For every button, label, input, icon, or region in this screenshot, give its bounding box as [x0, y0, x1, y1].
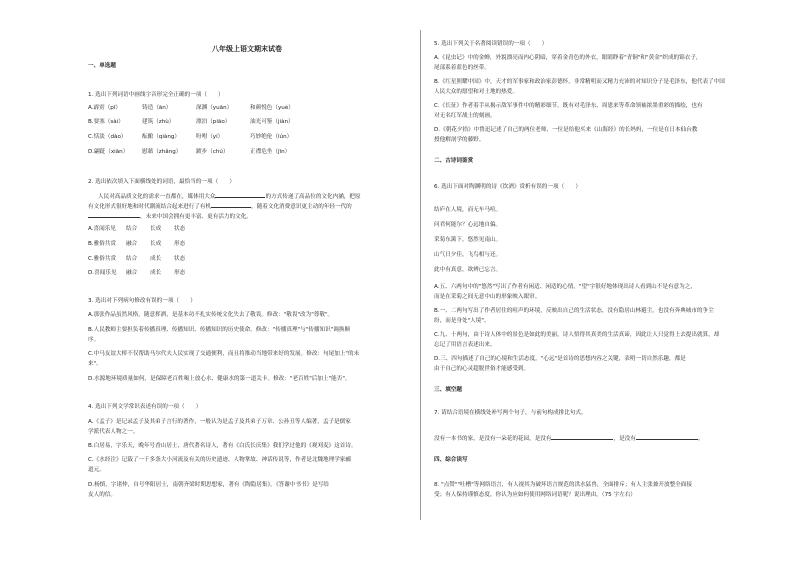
- option-cell: A.霹雳（pī）: [88, 105, 121, 111]
- question-3-option-b: B.人民教师主要担负着传播真理、传播知识、传播知识的历史使命。修改："传播真理"与"传播知识"调换顺: [88, 327, 351, 333]
- option-cell: 巧妙绝伦（lún）: [250, 134, 293, 140]
- answer-blank-2[interactable]: [636, 433, 698, 440]
- answer-blank[interactable]: [88, 211, 140, 218]
- question-4-option-d-cont: 友人的信。: [88, 492, 116, 498]
- question-1-option-a: [88, 104, 304, 113]
- question-7-sentence: [434, 433, 703, 444]
- option-cell: 融合: [126, 270, 138, 276]
- question-8-line-2: 受；有人保持谨慎态度，你认为应如何使用网络词语呢？说出理由。（75 字左右）: [434, 492, 636, 498]
- question-6-option-c-cont: 忘记了用语言表述出来。: [434, 342, 496, 348]
- question-6-stem: 6. 选出下面对陶渊明的诗《饮酒》赏析有误的一项（ ）: [434, 184, 581, 190]
- question-5-option-c-cont: 对无名红军战士的刻画。: [434, 113, 496, 119]
- question-3-option-a: A.那张作品虽然风格，随意挥洒，是基本功不扎实传统文化失去了敬畏。修改："敬畏"改为"尊敬"。: [88, 312, 334, 318]
- question-6-option-b-cont: 纷，而是身处"人境"。: [434, 318, 490, 324]
- question-2-option-c: [88, 255, 198, 264]
- section-heading-single-choice: 一、单选题: [88, 63, 116, 69]
- option-cell: 漂泊（piāo）: [196, 119, 231, 125]
- question-4-option-c: C.《水经注》记载了一千多条大小河流及有关的历史遗迹、人物掌故、神话传说等，作者是北魏地理学家郦: [88, 457, 351, 463]
- question-4-stem: 4. 选出下列文学常识表述有误的一项（ ）: [88, 404, 202, 410]
- answer-blank[interactable]: [215, 191, 265, 198]
- section-heading-fill-blank: 三、填空题: [434, 387, 462, 393]
- question-6-option-c: C.九、十两句，由于诗人体中的景色是如此的美丽，诗人悟得其真美的生活真谛，因此让人只觉得上去提出就算，却: [434, 332, 720, 338]
- passage-text: 的方式传递了高品位的文化内涵，把原: [265, 194, 361, 200]
- question-3-option-c: C.中马友谊大桥不仅帮助马尔代夫人民实现了交通便利，而且将推动当地带来好的发展。修改：句尾加上"的未: [88, 351, 360, 357]
- page-title: 八年级上语文期末试卷: [212, 45, 282, 53]
- option-cell: 慰藉（zhǎng）: [142, 149, 182, 155]
- question-5-option-d: D.《朝花夕拾》中鲁迅记述了自己的两位老师，一位是给他买来《山海经》的长妈妈，一位是在日本仙台教: [434, 127, 698, 133]
- option-cell: B.要塞（sài）: [88, 119, 124, 125]
- question-1-option-b: [88, 118, 304, 127]
- question-6-option-d-cont: 由于自己的心灵超脱世俗才能感受到。: [434, 366, 530, 372]
- question-4-option-a: A.《孟子》是记录孟子及其弟子言行的著作，一般认为是孟子及其弟子万章、公孙丑等人编著，孟子是儒家: [88, 419, 351, 425]
- option-cell: 结合: [126, 256, 138, 262]
- answer-blank[interactable]: [211, 201, 251, 208]
- option-cell: 油光可鉴（jiàn）: [250, 119, 294, 125]
- poem-line-3: 采菊东篱下，悠然见南山。: [434, 237, 502, 243]
- option-cell: 结合: [126, 226, 138, 232]
- question-1-option-c: [88, 133, 304, 142]
- question-6-option-a: A.五、六两句中的"悠然"写出了作者有闲适、闲适的心情，"望"字很好地体现出诗人看到山不是有意为之，: [434, 284, 696, 290]
- option-cell: D.翩跹（xiān）: [88, 149, 129, 155]
- column-divider: [420, 30, 421, 520]
- option-cell: C.恬淡（dào）: [88, 134, 127, 140]
- question-7-stem: 7. 请结合语境在横线处补写两个句子，与前句构成排比句式。: [434, 410, 587, 416]
- question-4-option-c-cont: 道元。: [88, 467, 105, 473]
- option-cell: 状态: [174, 256, 186, 262]
- question-8-line-1: 8. "点赞""吐槽"等网络语言，有人视其为破坏语言规范的洪水猛兽，全面排斥；有人主张兼开放整全面接: [434, 482, 692, 488]
- option-cell: 形态: [174, 270, 186, 276]
- section-heading-poetry: 二、古诗词鉴赏: [434, 158, 474, 164]
- option-cell: 酝酿（qiàng）: [142, 134, 181, 140]
- passage-text: 人民对高品质文化的需求一直都在，媒体用大众: [98, 194, 216, 200]
- question-4-option-a-cont: 学派代表人物之一。: [88, 429, 139, 435]
- poem-line-1: 结庐在人境，而无车马喧。: [434, 207, 502, 213]
- option-cell: 形态: [174, 241, 186, 247]
- question-6-option-a-cont: 而是在采菊之间无意中山的形象映入眼帘。: [434, 294, 541, 300]
- option-cell: 融合: [126, 241, 138, 247]
- question-6-option-b: B.一、二两句写出了作者居住的喧声的环境，反映出自己的生活状态，没有隐居山林避尘，也没有奔典城市的争尘: [434, 308, 714, 314]
- option-cell: B.雅俗共赏: [88, 241, 116, 247]
- question-2-option-d: [88, 269, 198, 278]
- poem-line-4: 山气日夕佳，飞鸟相与还。: [434, 252, 502, 258]
- sentence-text: 。: [697, 436, 704, 442]
- answer-blank-1[interactable]: [551, 433, 613, 440]
- question-5-option-a: A.《昆虫记》中的金蝉，外貌漂亮而内心阴暗，穿着金青色的外衣，眼睛睁着"青铜"和"黄金"织成的锦衣子，: [434, 55, 702, 61]
- sentence-text: 没有一本书的家，是没有一朵花的花园，是没有: [434, 436, 552, 442]
- option-cell: 长成: [150, 226, 162, 232]
- poem-line-2: 问君何能尔？心远地自偏。: [434, 222, 502, 228]
- section-heading-reading-writing: 四、综合读写: [434, 457, 468, 463]
- passage-text: ，未来中国会拥有更丰富、更有活力的文化。: [140, 214, 252, 220]
- option-cell: 长成: [150, 241, 162, 247]
- option-cell: C.雅俗共赏: [88, 256, 117, 262]
- option-cell: 成长: [150, 256, 162, 262]
- option-cell: D.喜闻乐见: [88, 270, 117, 276]
- question-1-option-d: [88, 148, 304, 157]
- option-cell: 状态: [174, 226, 186, 232]
- question-5-option-c: C.《长征》作者着手从揭示敌军事件中的精彩细节，既有对毛泽东、周恩来等革命领袖浓墨重彩的描绘，也有: [434, 103, 703, 109]
- question-5-option-b-cont: 人民大众的愿望和对土地的热爱。: [434, 89, 518, 95]
- question-3-option-b-cont: 序。: [88, 337, 100, 343]
- question-2-option-a: [88, 225, 198, 234]
- question-2-option-b: [88, 240, 198, 249]
- option-cell: 吩咐（yí）: [196, 134, 224, 140]
- sentence-text: ，是没有: [613, 436, 636, 442]
- question-1-stem: 1. 选出下列词语中画线字音形完全正确的一项（ ）: [88, 92, 224, 98]
- question-2-stem: 2. 选出依次填入下面横线处的词语，最恰当的一项（ ）: [88, 179, 235, 185]
- question-6-option-d: D.三、四句描述了自己的心境和生活态度。"心远"是首诗的思想内容之关键，表明一切自然乐趣，都是: [434, 356, 686, 362]
- option-cell: 铸造（ān）: [142, 105, 172, 111]
- question-3-stem: 3. 选出对下列病句修改有误的一项（ ）: [88, 298, 196, 304]
- option-cell: 踱步（chú）: [196, 149, 229, 155]
- question-5-stem: 5. 选出下列关于名著阅读错误的一项（ ）: [434, 41, 548, 47]
- question-5-option-b: B.《红星照耀中国》中，天才的军事家和政治家彭德怀，非常精明而又精力充沛的对知识分子是毛泽东，他代表了中国: [434, 79, 725, 85]
- question-3-option-d: D.水源地环境质量如何，是保障老百姓喝上放心水、健康水的第一道关卡。修改："老百姓"后加上"能否"。: [88, 376, 351, 382]
- passage-text: 有文化形式很好地和时代潮流结合起来进行了有机: [88, 204, 212, 210]
- passage-text: ，随着文化消费意识更主动的年轻一代的: [251, 204, 352, 210]
- question-3-option-c-cont: 来"。: [88, 361, 102, 367]
- option-cell: 正襟危坐（jīn）: [250, 149, 291, 155]
- option-cell: 建筑（zhù）: [142, 119, 175, 125]
- question-5-option-a-cont: 尾部系着蓝色的丝带。: [434, 65, 490, 71]
- question-4-option-b: B.白居易，字乐天，晚年号香山居士，唐代著名诗人，著有《白氏长庆集》我们学过他的《观刈麦》这首诗。: [88, 443, 357, 449]
- poem-line-5: 此中有真意，欲辨已忘言。: [434, 267, 502, 273]
- question-5-option-d-cont: 授他解剖学的藤野。: [434, 137, 485, 143]
- option-cell: A.喜闻乐见: [88, 226, 116, 232]
- option-cell: 成长: [150, 270, 162, 276]
- option-cell: 和颜悦色（yuè）: [250, 105, 294, 111]
- option-cell: 深渊（yuān）: [196, 105, 233, 111]
- question-4-option-d: D.杨慎，字诸仲，自号华阳居士，南朝齐梁时期思想家，著有《陶隐居集》。《答谢中书书》是写给: [88, 482, 330, 488]
- question-2-passage-line-3: [88, 211, 252, 222]
